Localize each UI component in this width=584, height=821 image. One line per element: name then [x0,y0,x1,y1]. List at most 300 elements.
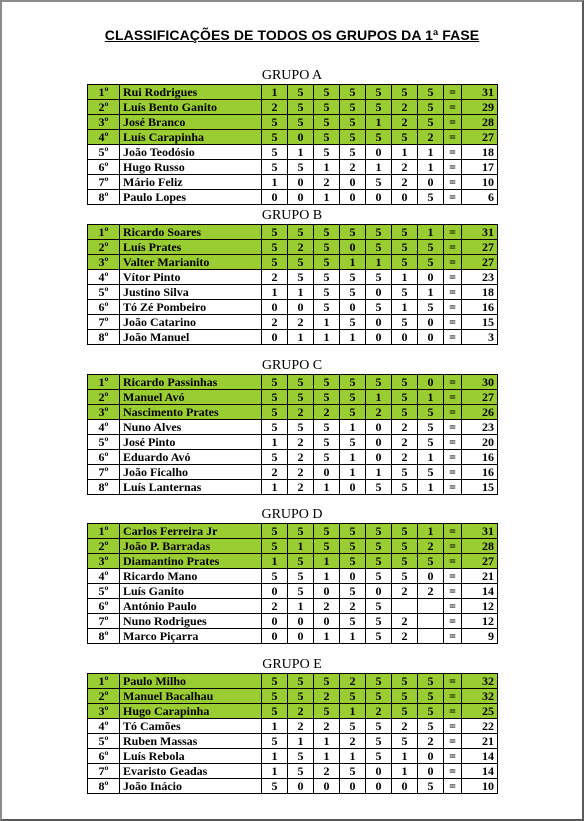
score-cell: 1 [366,115,392,130]
standing-row [88,115,498,130]
score-cell: 0 [366,315,392,330]
standing-row [88,130,498,145]
score-cell: 2 [288,315,314,330]
total-cell: 12 [462,614,498,629]
score-cell: 1 [340,255,366,270]
standing-row [88,465,498,480]
equals-cell: = [444,100,462,115]
standing-row [88,584,498,599]
group-title: GRUPO B [261,208,323,223]
player-name-cell: Ricardo Mano [120,569,262,584]
score-cell: 5 [340,584,366,599]
score-cell: 2 [314,405,340,420]
score-cell: 5 [314,115,340,130]
score-cell: 2 [392,450,418,465]
equals-cell: = [444,225,462,240]
score-cell: 5 [392,285,418,300]
score-cell: 5 [262,240,288,255]
equals-cell: = [444,175,462,190]
total-cell: 10 [462,779,498,794]
score-cell: 5 [314,300,340,315]
score-cell: 2 [288,450,314,465]
position-cell: 1º [88,524,120,539]
score-cell: 5 [340,85,366,100]
score-cell: 5 [262,225,288,240]
score-cell: 0 [366,450,392,465]
player-name-cell: Luís Prates [120,240,262,255]
player-name-cell: Mário Feliz [120,175,262,190]
score-cell: 1 [418,145,444,160]
equals-cell: = [444,480,462,495]
score-cell: 2 [340,599,366,614]
standing-row [88,285,498,300]
player-name-cell: Nascimento Prates [120,405,262,420]
equals-cell: = [444,465,462,480]
equals-cell: = [444,764,462,779]
score-cell: 5 [366,480,392,495]
equals-cell: = [444,190,462,205]
score-cell: 2 [392,629,418,644]
position-cell: 8º [88,480,120,495]
score-cell: 0 [288,175,314,190]
standing-row [88,300,498,315]
player-name-cell: Rui Rodrigues [120,85,262,100]
score-cell: 0 [288,779,314,794]
standing-row [88,190,498,205]
score-cell: 5 [366,130,392,145]
total-cell: 27 [462,130,498,145]
player-name-cell: Vítor Pinto [120,270,262,285]
score-cell: 5 [288,749,314,764]
standing-row [88,734,498,749]
total-cell: 29 [462,100,498,115]
score-cell: 0 [418,330,444,345]
score-cell: 5 [262,704,288,719]
score-cell: 0 [262,330,288,345]
position-cell: 4º [88,719,120,734]
equals-cell: = [444,315,462,330]
score-cell: 0 [262,629,288,644]
total-cell: 12 [462,599,498,614]
score-cell: 5 [314,450,340,465]
score-cell: 5 [314,420,340,435]
score-cell: 5 [418,255,444,270]
score-cell: 5 [418,554,444,569]
score-cell: 5 [418,85,444,100]
score-cell: 2 [392,100,418,115]
score-cell: 2 [418,584,444,599]
score-cell: 1 [340,704,366,719]
score-cell: 0 [314,465,340,480]
position-cell: 1º [88,375,120,390]
position-cell: 6º [88,160,120,175]
score-cell: 5 [366,524,392,539]
total-cell: 22 [462,719,498,734]
total-cell: 28 [462,115,498,130]
score-cell: 5 [288,375,314,390]
score-cell: 5 [366,300,392,315]
score-cell: 1 [392,145,418,160]
position-cell: 2º [88,390,120,405]
equals-cell: = [444,390,462,405]
equals-cell: = [444,779,462,794]
total-cell: 27 [462,255,498,270]
score-cell: 2 [314,599,340,614]
score-cell: 5 [418,704,444,719]
score-cell: 0 [366,285,392,300]
score-cell: 2 [340,674,366,689]
score-cell: 1 [418,160,444,175]
total-cell: 31 [462,524,498,539]
score-cell: 2 [288,405,314,420]
player-name-cell: Paulo Lopes [120,190,262,205]
position-cell: 3º [88,554,120,569]
equals-cell: = [444,539,462,554]
total-cell: 18 [462,285,498,300]
group-title: GRUPO A [261,68,323,83]
standing-row [88,480,498,495]
group-table [87,523,498,644]
score-cell: 2 [392,115,418,130]
player-name-cell: Paulo Milho [120,674,262,689]
score-cell: 5 [288,160,314,175]
score-cell: 5 [262,689,288,704]
score-cell: 0 [418,315,444,330]
equals-cell: = [444,749,462,764]
score-cell: 5 [314,390,340,405]
standing-row [88,614,498,629]
score-cell: 0 [340,190,366,205]
score-cell: 5 [314,674,340,689]
score-cell: 5 [288,420,314,435]
score-cell: 0 [288,130,314,145]
score-cell: 5 [340,225,366,240]
score-cell: 5 [366,240,392,255]
score-cell: 0 [418,569,444,584]
position-cell: 6º [88,300,120,315]
score-cell: 2 [392,719,418,734]
score-cell: 5 [418,719,444,734]
score-cell: 5 [392,674,418,689]
score-cell: 0 [392,330,418,345]
score-cell: 5 [340,130,366,145]
total-cell: 14 [462,764,498,779]
score-cell: 0 [340,300,366,315]
position-cell: 2º [88,689,120,704]
score-cell: 2 [288,480,314,495]
score-cell: 5 [418,300,444,315]
score-cell: 5 [314,704,340,719]
score-cell: 0 [288,629,314,644]
score-cell: 5 [366,719,392,734]
group-title: GRUPO E [262,657,322,672]
score-cell: 1 [288,285,314,300]
score-cell: 1 [262,85,288,100]
score-cell: 1 [262,285,288,300]
score-cell: 5 [366,674,392,689]
score-cell: 0 [262,190,288,205]
equals-cell: = [444,375,462,390]
total-cell: 30 [462,375,498,390]
score-cell [392,599,418,614]
score-cell: 0 [314,779,340,794]
score-cell: 5 [392,225,418,240]
score-cell: 5 [288,115,314,130]
score-cell: 5 [366,225,392,240]
score-cell: 5 [340,719,366,734]
page-title: CLASSIFICAÇÕES DE TODOS OS GRUPOS DA 1ª FASE [104,27,480,43]
score-cell: 5 [366,734,392,749]
equals-cell: = [444,734,462,749]
score-cell: 1 [340,450,366,465]
score-cell: 0 [418,375,444,390]
total-cell: 21 [462,569,498,584]
score-cell: 5 [314,225,340,240]
score-cell: 0 [340,175,366,190]
player-name-cell: Diamantino Prates [120,554,262,569]
score-cell: 5 [366,689,392,704]
score-cell: 5 [262,375,288,390]
score-cell: 5 [288,85,314,100]
score-cell [418,614,444,629]
total-cell: 14 [462,584,498,599]
score-cell: 5 [392,539,418,554]
score-cell: 5 [314,435,340,450]
score-cell: 5 [262,450,288,465]
position-cell: 7º [88,315,120,330]
position-cell: 3º [88,704,120,719]
score-cell: 5 [262,524,288,539]
equals-cell: = [444,145,462,160]
score-cell: 5 [392,480,418,495]
score-cell: 5 [366,539,392,554]
position-cell: 6º [88,599,120,614]
score-cell: 0 [392,779,418,794]
score-cell: 5 [340,764,366,779]
score-cell: 5 [392,689,418,704]
equals-cell: = [444,160,462,175]
standing-row [88,375,498,390]
score-cell: 5 [340,375,366,390]
score-cell: 5 [366,599,392,614]
player-name-cell: Marco Piçarra [120,629,262,644]
score-cell [418,629,444,644]
score-cell: 1 [314,160,340,175]
total-cell: 6 [462,190,498,205]
total-cell: 32 [462,674,498,689]
player-name-cell: José Branco [120,115,262,130]
player-name-cell: Luís Lanternas [120,480,262,495]
standing-row [88,674,498,689]
player-name-cell: Evaristo Geadas [120,764,262,779]
score-cell: 5 [262,160,288,175]
score-cell: 5 [340,435,366,450]
player-name-cell: Luís Carapinha [120,130,262,145]
score-cell: 1 [340,465,366,480]
equals-cell: = [444,450,462,465]
score-cell: 5 [314,145,340,160]
score-cell: 5 [262,390,288,405]
score-cell: 0 [314,614,340,629]
total-cell: 9 [462,629,498,644]
player-name-cell: Nuno Rodrigues [120,614,262,629]
score-cell: 0 [366,435,392,450]
equals-cell: = [444,255,462,270]
standing-row [88,145,498,160]
score-cell: 5 [366,175,392,190]
score-cell: 1 [314,315,340,330]
score-cell: 5 [288,225,314,240]
score-cell: 5 [366,270,392,285]
equals-cell: = [444,300,462,315]
position-cell: 6º [88,749,120,764]
total-cell: 3 [462,330,498,345]
score-cell: 5 [288,689,314,704]
player-name-cell: João P. Barradas [120,539,262,554]
score-cell: 2 [288,704,314,719]
equals-cell: = [444,599,462,614]
score-cell: 5 [418,779,444,794]
score-cell: 2 [392,175,418,190]
player-name-cell: Luís Bento Ganito [120,100,262,115]
score-cell: 1 [314,749,340,764]
score-cell: 2 [392,420,418,435]
player-name-cell: Tó Camões [120,719,262,734]
score-cell: 0 [366,330,392,345]
score-cell: 1 [314,190,340,205]
position-cell: 7º [88,764,120,779]
score-cell: 5 [340,524,366,539]
score-cell: 5 [314,539,340,554]
score-cell: 5 [288,100,314,115]
score-cell: 2 [262,270,288,285]
position-cell: 5º [88,584,120,599]
position-cell: 8º [88,330,120,345]
score-cell: 2 [392,614,418,629]
standing-row [88,524,498,539]
score-cell: 5 [262,734,288,749]
score-cell: 0 [288,300,314,315]
score-cell: 0 [366,145,392,160]
equals-cell: = [444,704,462,719]
score-cell: 0 [418,270,444,285]
total-cell: 15 [462,480,498,495]
equals-cell: = [444,405,462,420]
group-a [87,67,497,205]
score-cell: 1 [262,719,288,734]
score-cell: 1 [340,749,366,764]
position-cell: 3º [88,405,120,420]
position-cell: 3º [88,115,120,130]
equals-cell: = [444,689,462,704]
standing-row [88,240,498,255]
score-cell: 1 [418,225,444,240]
score-cell: 5 [262,255,288,270]
score-cell: 1 [366,160,392,175]
player-name-cell: Valter Marianito [120,255,262,270]
score-cell: 5 [288,764,314,779]
player-name-cell: João Manuel [120,330,262,345]
score-cell: 2 [262,599,288,614]
score-cell: 5 [288,255,314,270]
group-d [87,506,497,644]
position-cell: 1º [88,85,120,100]
player-name-cell: Nuno Alves [120,420,262,435]
score-cell: 5 [288,569,314,584]
group-table [87,374,498,495]
score-cell: 5 [392,704,418,719]
score-cell: 5 [418,100,444,115]
standing-row [88,225,498,240]
score-cell: 1 [392,270,418,285]
score-cell: 2 [314,689,340,704]
score-cell: 5 [288,524,314,539]
standing-row [88,554,498,569]
score-cell: 5 [262,145,288,160]
position-cell: 4º [88,270,120,285]
position-cell: 4º [88,569,120,584]
score-cell: 5 [366,85,392,100]
score-cell: 5 [288,270,314,285]
score-cell: 5 [366,554,392,569]
score-cell: 5 [314,375,340,390]
player-name-cell: Ruben Massas [120,734,262,749]
score-cell: 5 [366,100,392,115]
standing-row [88,420,498,435]
standing-row [88,330,498,345]
standing-row [88,160,498,175]
equals-cell: = [444,85,462,100]
equals-cell: = [444,130,462,145]
score-cell: 5 [340,554,366,569]
score-cell: 2 [288,240,314,255]
score-cell: 0 [262,614,288,629]
score-cell: 5 [392,734,418,749]
total-cell: 16 [462,465,498,480]
total-cell: 21 [462,734,498,749]
score-cell: 5 [314,100,340,115]
standing-row [88,689,498,704]
standing-row [88,255,498,270]
score-cell: 1 [392,764,418,779]
total-cell: 10 [462,175,498,190]
total-cell: 18 [462,145,498,160]
standing-row [88,270,498,285]
group-table [87,84,498,205]
group-c [87,357,497,495]
score-cell: 5 [392,255,418,270]
score-cell: 1 [314,554,340,569]
position-cell: 8º [88,190,120,205]
score-cell: 5 [262,115,288,130]
score-cell: 2 [418,130,444,145]
total-cell: 25 [462,704,498,719]
score-cell: 2 [262,315,288,330]
score-cell: 5 [262,569,288,584]
score-cell: 1 [418,390,444,405]
score-cell: 1 [418,524,444,539]
score-cell: 5 [392,554,418,569]
score-cell: 5 [340,115,366,130]
group-b [87,207,497,345]
standing-row [88,390,498,405]
total-cell: 23 [462,270,498,285]
equals-cell: = [444,330,462,345]
player-name-cell: João Inácio [120,779,262,794]
standing-row [88,569,498,584]
position-cell: 2º [88,100,120,115]
score-cell: 5 [340,390,366,405]
